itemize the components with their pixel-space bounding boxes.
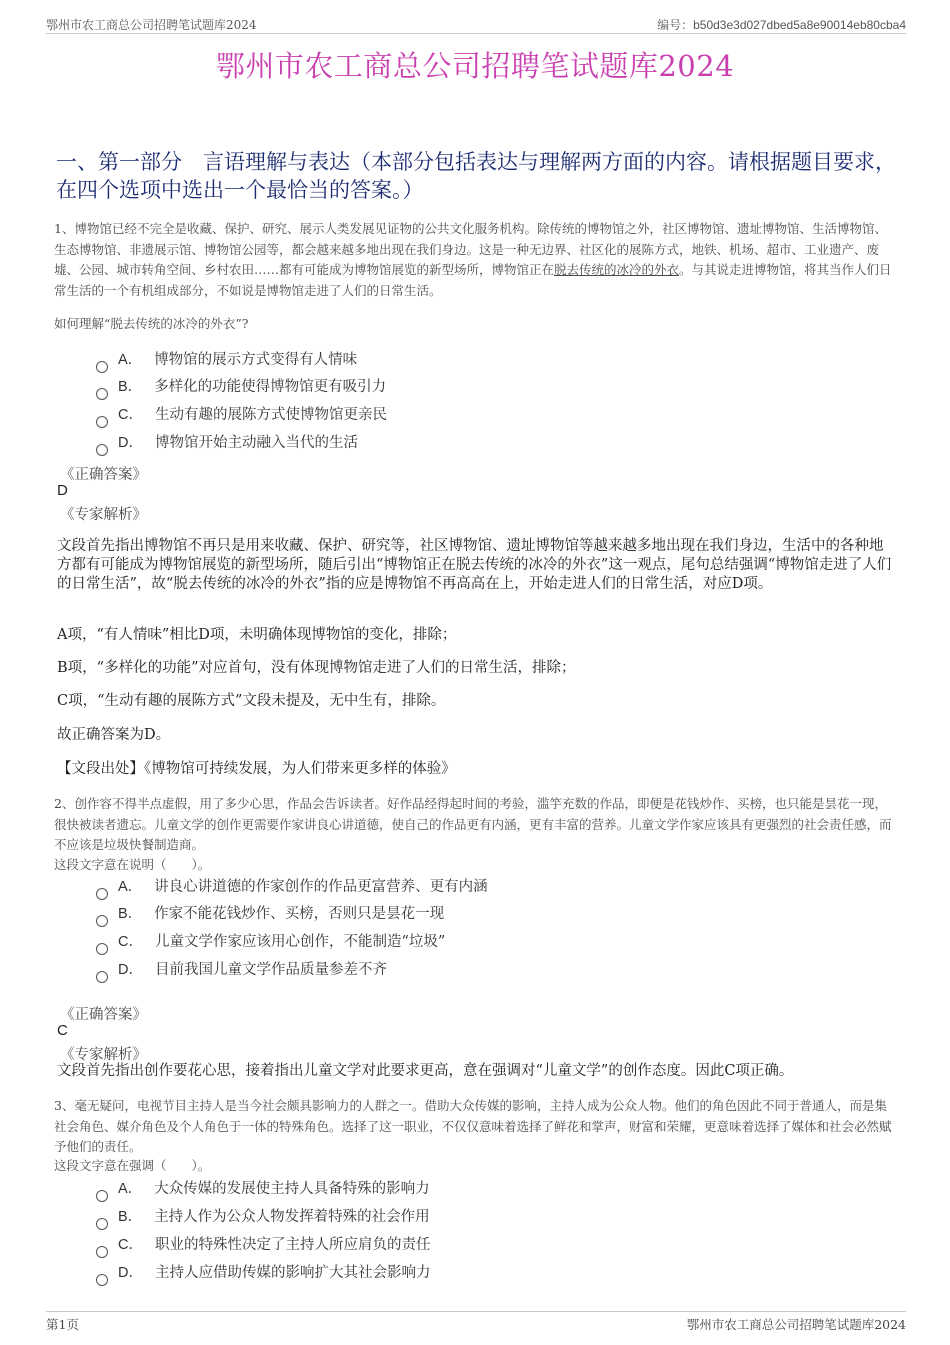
q2-answer: C	[57, 1022, 68, 1039]
option-text: 作家不能花钱炒作、买榜，否则只是昙花一现	[154, 906, 445, 922]
option-text: 主持人作为公众人物发挥着特殊的社会作用	[154, 1209, 430, 1225]
option-key: A．	[118, 1181, 143, 1197]
q1-analysis-conclusion: 故正确答案为D。	[57, 727, 171, 743]
q3-option-d[interactable]	[96, 1263, 430, 1283]
radio-icon[interactable]	[96, 888, 108, 900]
option-key: C．	[118, 407, 143, 423]
option-text: 目前我国儿童文学作品质量参差不齐	[154, 962, 387, 978]
q2-answer-label: 《正确答案》	[60, 1007, 147, 1023]
q1-answer-label: 《正确答案》	[60, 467, 147, 483]
option-text: 职业的特殊性决定了主持人所应肩负的责任	[154, 1237, 431, 1253]
q1-passage-part-a: 1、博物馆已经不完全是收藏、保护、研究、展示人类发展见证物的公共文化服务机构。除传统的博物馆之外，社区博物馆、遗址博物馆、生活博物馆、生态博物馆、非遗展示馆、博物馆公园等，都会越来越多地出现在我们身边。这是一种无边界、社区化的展陈方式，地铁、机场、超市、工业遗产、废墟、公园、城市转角空间、乡村农田……都有可能成为博物馆展览的新型场所，博物馆正在	[54, 221, 887, 277]
q2-analysis-label: 《专家解析》	[60, 1047, 147, 1063]
radio-icon[interactable]	[96, 915, 108, 927]
section-heading: 一、第一部分 言语理解与表达（本部分包括表达与理解两方面的内容。请根据题目要求，在四个选项中选出一个最恰当的答案。）	[56, 150, 896, 202]
option-text: 主持人应借助传媒的影响扩大其社会影响力	[154, 1265, 431, 1281]
radio-icon[interactable]	[96, 361, 108, 373]
option-key: B．	[118, 1209, 143, 1225]
radio-icon[interactable]	[96, 971, 108, 983]
q1-answer: D	[57, 482, 68, 499]
option-text: 儿童文学作家应该用心创作，不能制造“垃圾”	[154, 934, 446, 950]
radio-icon[interactable]	[96, 388, 108, 400]
page-number: 第1页	[46, 1317, 79, 1332]
page-title: 鄂州市农工商总公司招聘笔试题库2024	[215, 49, 735, 83]
q1-option-c[interactable]	[96, 405, 387, 425]
option-text: 讲良心讲道德的作家创作的作品更富营养、更有内涵	[154, 879, 488, 895]
radio-icon[interactable]	[96, 1218, 108, 1230]
q2-option-c[interactable]	[96, 932, 445, 952]
radio-icon[interactable]	[96, 943, 108, 955]
q1-analysis-b: B项，“多样化的功能”对应首句，没有体现博物馆走进了人们的日常生活，排除；	[57, 660, 576, 676]
option-key: D．	[118, 435, 143, 451]
option-key: A．	[118, 879, 143, 895]
q3-option-b[interactable]	[96, 1207, 430, 1227]
option-text: 大众传媒的发展使主持人具备特殊的影响力	[154, 1181, 430, 1197]
page-header	[46, 14, 906, 34]
q3-passage: 3、毫无疑问，电视节目主持人是当今社会颇具影响力的人群之一。借助大众传媒的影响，主持人成为公众人物。他们的角色因此不同于普通人，而是集社会角色、媒介角色及个人角色于一体的特殊角色。选择了这一职业，不仅仅意味着选择了鲜花和掌声，财富和荣耀，更意味着选择了媒体和社会必然赋予他们的责任。	[54, 1098, 892, 1154]
option-key: B．	[118, 379, 143, 395]
option-key: D．	[118, 962, 143, 978]
q1-analysis-label: 《专家解析》	[60, 507, 147, 523]
q1-option-b[interactable]	[96, 377, 386, 397]
option-key: C．	[118, 1237, 143, 1253]
footer-doc-title: 鄂州市农工商总公司招聘笔试题库2024	[686, 1317, 906, 1332]
q3-option-c[interactable]	[96, 1235, 430, 1255]
radio-icon[interactable]	[96, 1274, 108, 1286]
page-footer	[46, 1311, 906, 1335]
header-doc-title: 鄂州市农工商总公司招聘笔试题库2024	[46, 18, 257, 32]
q1-passage-part-b: 。与其说走进博物馆，将其当作人们日常生活的一个有机组成部分，不如说是博物馆走进了人们的日常生活。	[54, 262, 892, 298]
q2-question: 这段文字意在说明（ ）。	[54, 857, 211, 872]
q2-passage: 2、创作容不得半点虚假，用了多少心思，作品会告诉读者。好作品经得起时间的考验，滥竽充数的作品，即便是花钱炒作、买榜，也只能是昙花一现，很快被读者遗忘。儿童文学的创作更需要作家讲良心讲道德，使自己的作品更有内涵，更有丰富的营养。儿童文学作家应该具有更强烈的社会责任感，而不应该是垃圾快餐制造商。	[54, 796, 892, 852]
q2-option-a[interactable]	[96, 877, 488, 897]
option-key: A．	[118, 352, 143, 368]
radio-icon[interactable]	[96, 416, 108, 428]
option-text: 多样化的功能使得博物馆更有吸引力	[154, 379, 387, 395]
radio-icon[interactable]	[96, 1246, 108, 1258]
q2-option-b[interactable]	[96, 904, 444, 924]
q1-analysis-a: A项，“有人情味”相比D项，未明确体现博物馆的变化，排除；	[57, 627, 457, 643]
option-key: B．	[118, 906, 143, 922]
q3-option-a[interactable]	[96, 1179, 430, 1199]
q1-question: 如何理解“脱去传统的冰冷的外衣”?	[54, 316, 249, 331]
q3-question: 这段文字意在强调（ ）。	[54, 1158, 211, 1173]
header-doc-id: 编号：b50d3e3d027dbed5a8e90014eb80cba4	[657, 18, 906, 32]
q1-option-a[interactable]	[96, 350, 357, 370]
q1-underlined-phrase: 脱去传统的冰冷的外衣	[554, 262, 680, 277]
option-key: C．	[118, 934, 143, 950]
q1-analysis-source: 【文段出处】《博物馆可持续发展，为人们带来更多样的体验》	[57, 761, 456, 777]
q2-analysis: 文段首先指出创作要花心思，接着指出儿童文学对此要求更高，意在强调对“儿童文学”的创作态度。因此C项正确。	[57, 1063, 794, 1079]
radio-icon[interactable]	[96, 1190, 108, 1202]
option-text: 生动有趣的展陈方式使博物馆更亲民	[154, 407, 387, 423]
option-text: 博物馆的展示方式变得有人情味	[154, 352, 358, 368]
option-key: D．	[118, 1265, 143, 1281]
q1-option-d[interactable]	[96, 433, 358, 453]
q1-analysis-c: C项，“生动有趣的展陈方式”文段未提及，无中生有，排除。	[57, 693, 446, 709]
q2-option-d[interactable]	[96, 960, 387, 980]
q1-passage	[54, 219, 899, 301]
radio-icon[interactable]	[96, 444, 108, 456]
q1-analysis-main: 文段首先指出博物馆不再只是用来收藏、保护、研究等，社区博物馆、遗址博物馆等越来越多地出现在我们身边，生活中的各种地方都有可能成为博物馆展览的新型场所，随后引出“博物馆正在脱去传统的冰冷的外衣”这一观点，尾句总结强调“博物馆走进了人们的日常生活”，故“脱去传统的冰冷的外衣”指的应是博物馆不再高高在上，开始走进人们的日常生活，对应D项。	[57, 538, 892, 592]
option-text: 博物馆开始主动融入当代的生活	[154, 435, 358, 451]
